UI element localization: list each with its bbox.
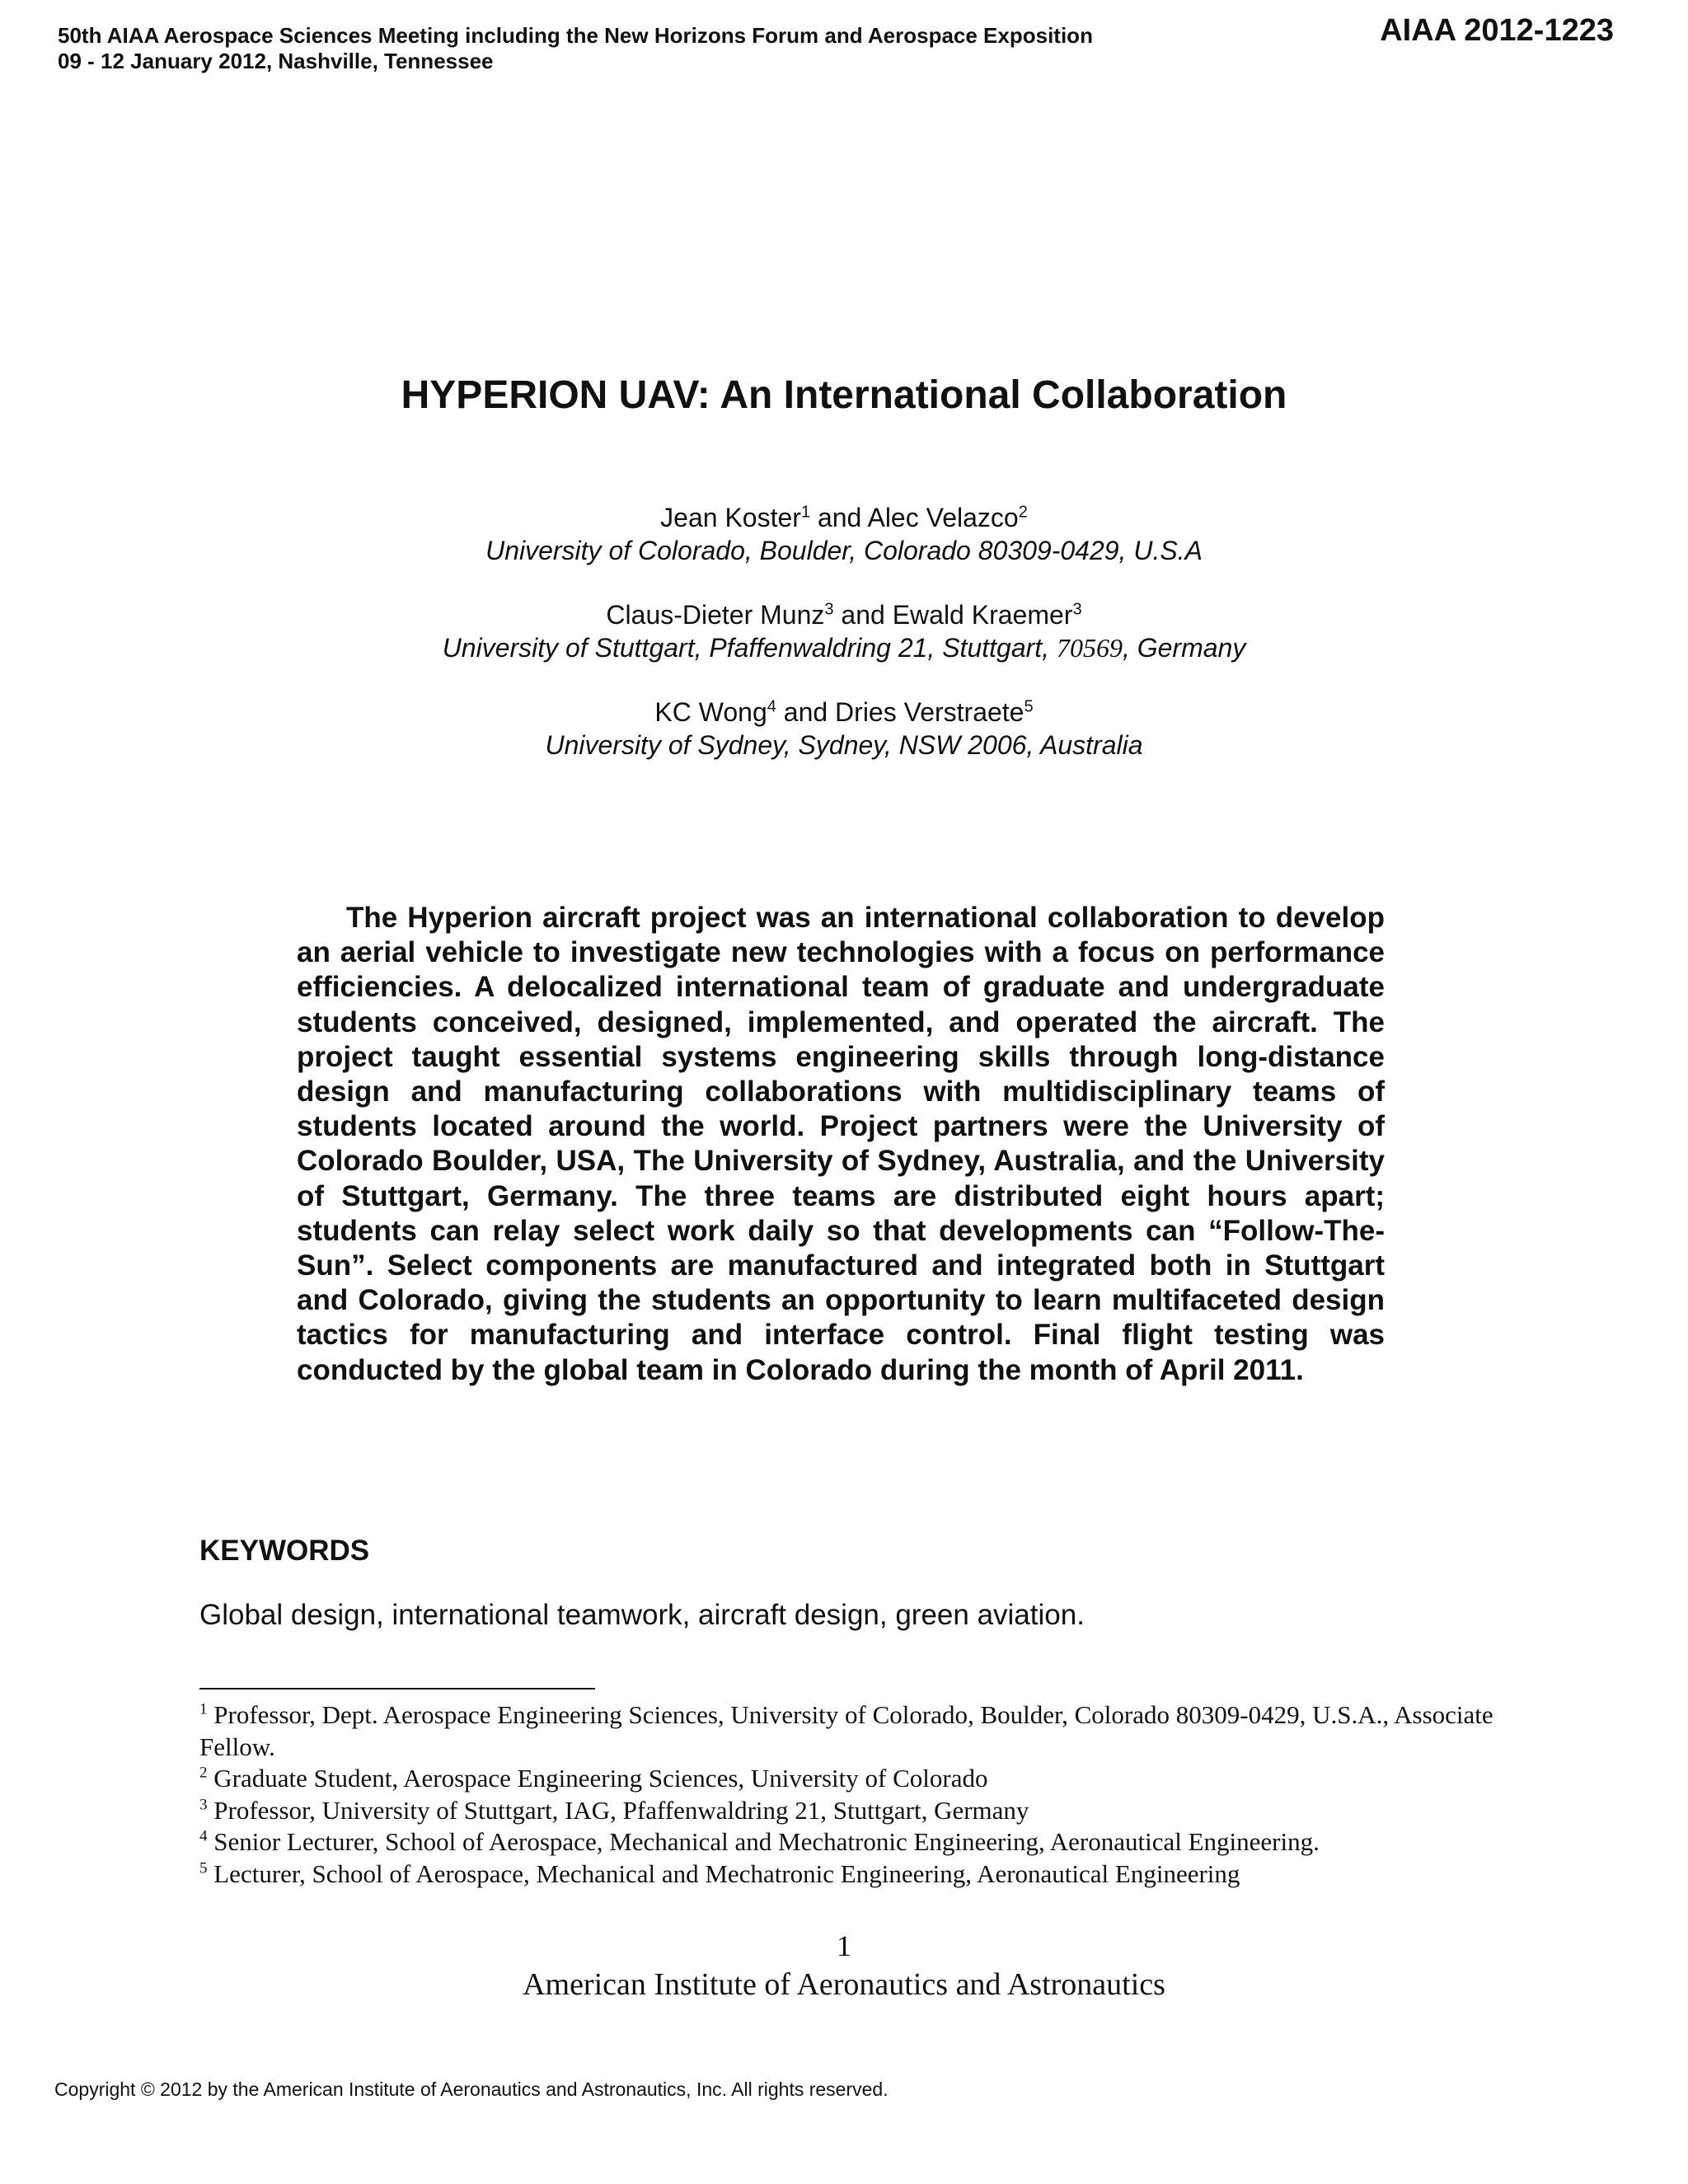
author-joiner: and	[810, 503, 868, 532]
footnote-text: Professor, University of Stuttgart, IAG, Pfaffenwaldring 21, Stuttgart, Germany	[213, 1795, 1029, 1825]
author-footnote-mark: 3	[1072, 600, 1082, 619]
conference-line-1: 50th AIAA Aerospace Sciences Meeting including the New Horizons Forum and Aerospace Exposition	[58, 23, 1093, 48]
footnote	[199, 1763, 1518, 1795]
footnote-mark: 3	[199, 1796, 208, 1814]
postal-code: 70569	[1056, 633, 1123, 663]
affiliation-2	[0, 633, 1688, 663]
abstract: The Hyperion aircraft project was an international collaboration to develop an aerial vehicle to investigate new technologies with a focus on performance efficiencies. A delocalized international team of graduate and undergraduate students conceived, designed, implemented, and operated the aircraft. The project taught essential systems engineering skills through long-distance design and manufacturing collaborations with multidisciplinary teams of students located around the world. Project partners were the University of Colorado Boulder, USA, The University of Sydney, Australia, and the University of Stuttgart, Germany. The three teams are distributed eight hours apart; students can relay select work daily so that developments can “Follow-The-Sun”. Select components are manufactured and integrated both in Stuttgart and Colorado, giving the students an opportunity to learn multifaceted design tactics for manufacturing and interface control. Final flight testing was conducted by the global team in Colorado during the month of April 2011.	[297, 902, 1385, 1386]
author-footnote-mark: 3	[824, 600, 834, 619]
conference-header	[58, 23, 1093, 74]
footnotes	[199, 1699, 1518, 1890]
author-footnote-mark: 4	[767, 697, 776, 716]
publisher-name: American Institute of Aeronautics and Astronautics	[523, 1967, 1165, 2002]
keywords-heading: KEYWORDS	[199, 1535, 370, 1567]
paper-id: AIAA 2012-1223	[1380, 13, 1614, 48]
author-line-2	[0, 600, 1688, 630]
paper-title: HYPERION UAV: An International Collaboration	[401, 373, 1287, 417]
author-name: Dries Verstraete	[835, 697, 1025, 727]
footnote-text: Graduate Student, Aerospace Engineering Sciences, University of Colorado	[213, 1764, 988, 1793]
footnote	[199, 1858, 1518, 1891]
page-number: 1	[837, 1929, 851, 1962]
author-footnote-mark: 2	[1018, 503, 1028, 522]
author-name: Jean Koster	[660, 503, 801, 532]
author-line-1	[0, 503, 1688, 533]
author-footnote-mark: 1	[800, 503, 811, 522]
footnote-text: Senior Lecturer, School of Aerospace, Mechanical and Mechatronic Engineering, Aeronautical Engineering.	[213, 1827, 1320, 1856]
footnote-mark: 2	[199, 1764, 208, 1782]
keywords-text: Global design, international teamwork, aircraft design, green aviation.	[199, 1599, 1085, 1631]
copyright-notice: Copyright © 2012 by the American Institute of Aeronautics and Astronautics, Inc. All rights reserved.	[54, 2079, 889, 2100]
footnote-text: Professor, Dept. Aerospace Engineering Sciences, University of Colorado, Boulder, Colorado 80309-0429, U.S.A., Associate Fellow.	[199, 1700, 1493, 1761]
footnote	[199, 1795, 1518, 1827]
footnote	[199, 1826, 1518, 1858]
footnote-text: Lecturer, School of Aerospace, Mechanical and Mechatronic Engineering, Aeronautical Engineering	[213, 1858, 1240, 1888]
footnote-divider	[199, 1688, 595, 1690]
author-name: Alec Velazco	[867, 503, 1019, 532]
author-name: Claus-Dieter Munz	[606, 600, 825, 630]
footnote	[199, 1699, 1518, 1763]
conference-line-2: 09 - 12 January 2012, Nashville, Tennessee	[58, 49, 494, 73]
author-name: KC Wong	[654, 697, 767, 727]
author-footnote-mark: 5	[1024, 697, 1034, 716]
footnote-mark: 4	[199, 1827, 208, 1845]
footnote-mark: 5	[199, 1859, 208, 1877]
author-joiner: and	[833, 600, 893, 630]
author-joiner: and	[776, 697, 836, 727]
affiliation-1: University of Colorado, Boulder, Colorado 80309-0429, U.S.A	[485, 536, 1203, 565]
footnote-mark: 1	[199, 1700, 208, 1718]
affiliation-text: , Germany	[1122, 633, 1246, 663]
affiliation-3: University of Sydney, Sydney, NSW 2006, Australia	[545, 730, 1143, 760]
author-name: Ewald Kraemer	[892, 600, 1073, 630]
affiliation-text: University of Stuttgart, Pfaffenwaldring 21, Stuttgart,	[442, 633, 1057, 663]
author-line-3	[0, 697, 1688, 728]
